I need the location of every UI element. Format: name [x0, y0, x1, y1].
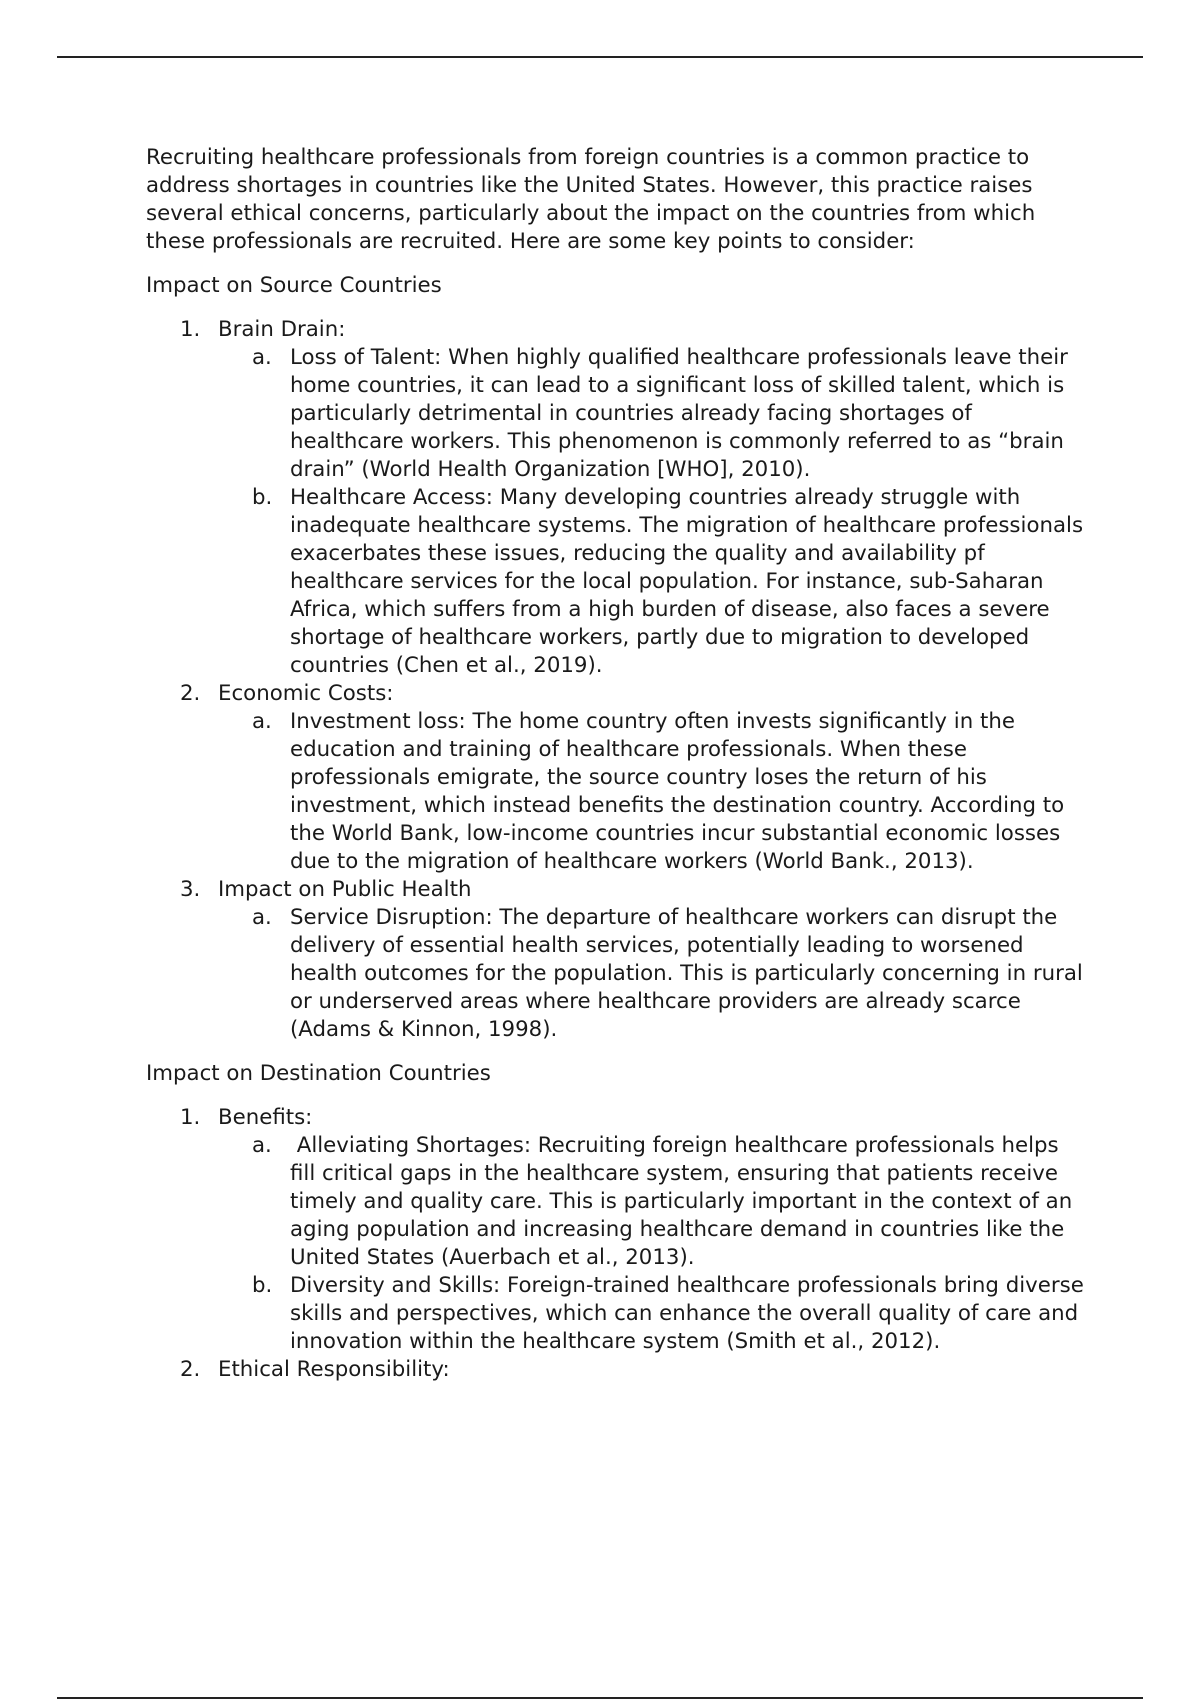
list-number: 2.	[180, 681, 201, 706]
list-item-title: Ethical Responsibility:	[218, 1357, 450, 1382]
section-heading-destination: Impact on Destination Countries	[146, 1061, 491, 1086]
destination-countries-list	[146, 1104, 1086, 1384]
list-item-title: Economic Costs:	[218, 681, 394, 706]
intro-paragraph: Recruiting healthcare professionals from foreign countries is a common practice to address shortages in countries like the United States. However, this practice raises several ethical concerns, particularly about the impact on the countries from which these professionals are recruited. Here are some key points to consider:	[146, 145, 1036, 254]
list-item	[146, 876, 1086, 1044]
list-item-title: Benefits:	[218, 1105, 313, 1130]
section-heading-source: Impact on Source Countries	[146, 273, 442, 298]
list-item	[146, 316, 1086, 680]
sub-list-letter: a.	[252, 345, 272, 370]
source-countries-list	[146, 316, 1086, 1044]
document-body	[146, 144, 1086, 1400]
list-number: 1.	[180, 1105, 201, 1130]
sub-list-text: Loss of Talent: When highly qualified healthcare professionals leave their home countries, it can lead to a significant loss of skilled talent, which is particularly detrimental in countries already facing shortages of healthcare workers. This phenomenon is commonly referred to as “brain drain” (World Health Organization [WHO], 2010).	[290, 345, 1068, 482]
sub-list-text: Service Disruption: The departure of healthcare workers can disrupt the delivery of essential health services, potentially leading to worsened health outcomes for the population. This is particularly concerning in rural or underserved areas where healthcare providers are already scarce (Adams & Kinnon, 1998).	[290, 905, 1083, 1042]
sub-list-item	[218, 484, 1086, 680]
list-item-title: Impact on Public Health	[218, 877, 472, 902]
sub-list-text: Investment loss: The home country often invests significantly in the education and training of healthcare professionals. When these professionals emigrate, the source country loses the return of his investment, which instead benefits the destination country. According to the World Bank, low-income countries incur substantial economic losses due to the migration of healthcare workers (World Bank., 2013).	[290, 709, 1065, 874]
sub-list-text: Alleviating Shortages: Recruiting foreign healthcare professionals helps fill critical gaps in the healthcare system, ensuring that patients receive timely and quality care. This is particularly important in the context of an aging population and increasing healthcare demand in countries like the United States (Auerbach et al., 2013).	[290, 1133, 1079, 1270]
sub-list-item	[218, 344, 1086, 484]
sub-list-item	[218, 1132, 1086, 1272]
sub-list-item	[218, 1272, 1086, 1356]
footer-rule	[57, 1697, 1143, 1699]
sub-list-text: Diversity and Skills: Foreign-trained healthcare professionals bring diverse skills and perspectives, which can enhance the overall quality of care and innovation within the healthcare system (Smith et al., 2012).	[290, 1273, 1084, 1354]
sub-list-letter: b.	[252, 1273, 273, 1298]
sub-list-item	[218, 708, 1086, 876]
sub-list	[218, 344, 1086, 680]
sub-list-letter: a.	[252, 709, 272, 734]
sub-list-text: Healthcare Access: Many developing countries already struggle with inadequate healthcare systems. The migration of healthcare professionals exacerbates these issues, reducing the quality and availability pf healthcare services for the local population. For instance, sub-Saharan Africa, which suffers from a high burden of disease, also faces a severe shortage of healthcare workers, partly due to migration to developed countries (Chen et al., 2019).	[290, 485, 1084, 678]
header-rule	[57, 56, 1143, 58]
list-item	[146, 1356, 1086, 1384]
list-number: 3.	[180, 877, 201, 902]
sub-list	[218, 708, 1086, 876]
list-item-title: Brain Drain:	[218, 317, 346, 342]
sub-list	[218, 1132, 1086, 1356]
list-number: 2.	[180, 1357, 201, 1382]
list-item	[146, 680, 1086, 876]
sub-list	[218, 904, 1086, 1044]
sub-list-letter: b.	[252, 485, 273, 510]
sub-list-letter: a.	[252, 905, 272, 930]
list-number: 1.	[180, 317, 201, 342]
sub-list-letter: a.	[252, 1133, 272, 1158]
sub-list-item	[218, 904, 1086, 1044]
list-item	[146, 1104, 1086, 1356]
